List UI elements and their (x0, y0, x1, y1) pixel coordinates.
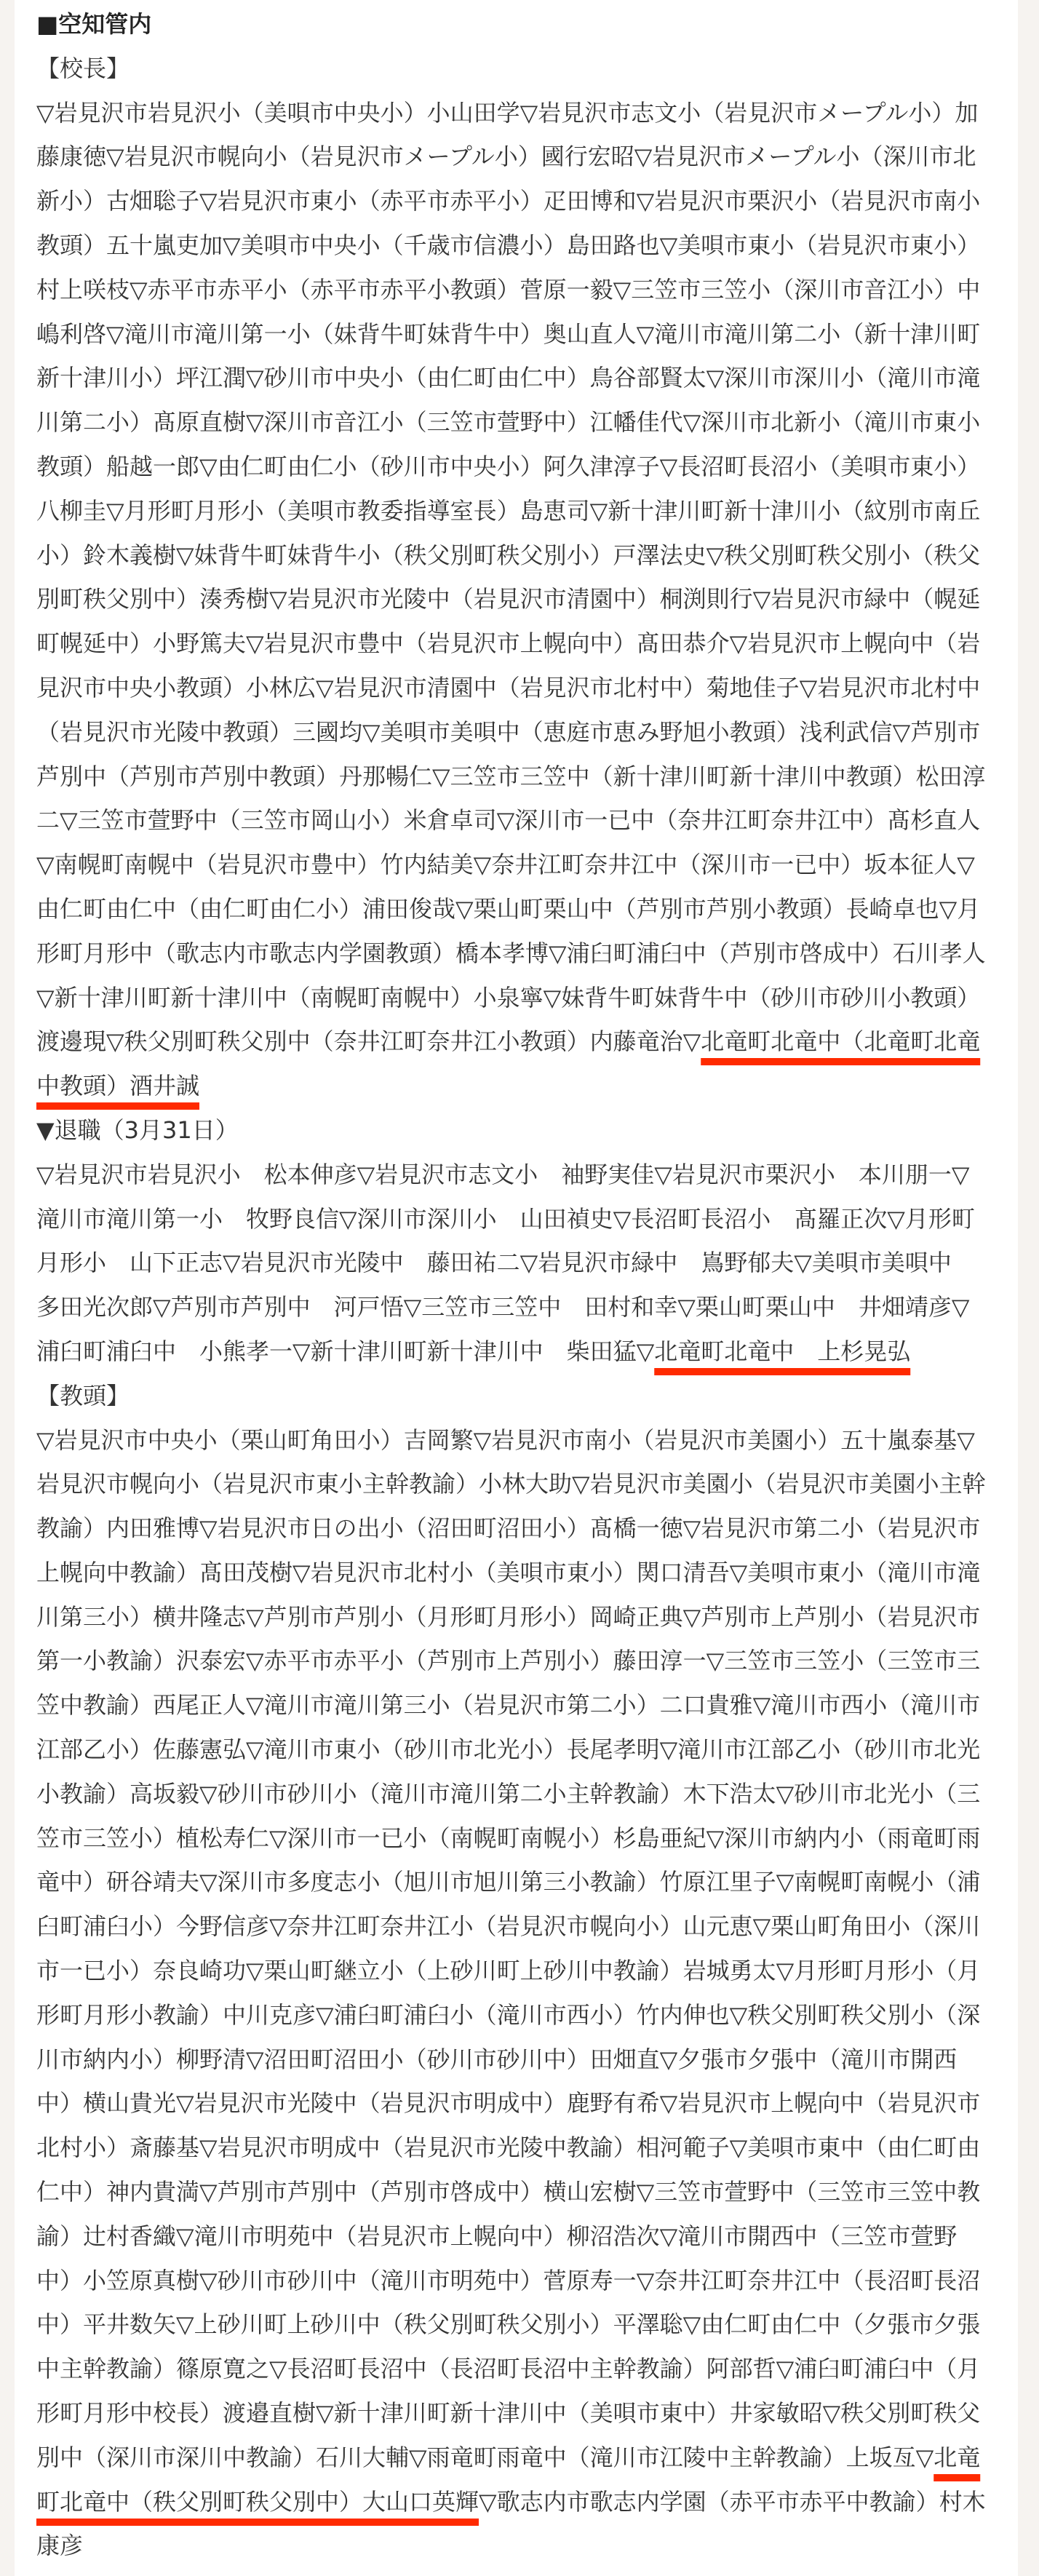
text-line: 諭）辻村香織▽滝川市明苑中（岩見沢市上幌向中）柳沼浩次▽滝川市開西中（三笠市萱野 (36, 2222, 958, 2250)
text-line: 竜中）研谷靖夫▽深川市多度志小（旭川市旭川第三小教諭）竹原江里子▽南幌町南幌小（浦 (36, 1868, 981, 1896)
text-line: ▽新十津川町新十津川中（南幌町南幌中）小泉寧▽妹背牛町妹背牛中（砂川市砂川小教頭） (36, 983, 981, 1011)
text-line: 中）平井数矢▽上砂川町上砂川中（秩父別町秩父別小）平澤聡▽由仁町由仁中（夕張市夕張 (36, 2310, 981, 2339)
text-line: 臼町浦臼小）今野信彦▽奈井江町奈井江小（岩見沢市幌向小）山元恵▽栗山町角田小（深川 (36, 1912, 981, 1941)
text-line: 仁中）神内貴満▽芦別市芦別中（芦別市啓成中）横山宏樹▽三笠市萱野中（三笠市三笠中教 (36, 2178, 981, 2206)
text-line: 多田光次郎▽芦別市芦別中 河戸悟▽三笠市三笠中 田村和幸▽栗山町栗山中 井畑靖彦▽ (36, 1293, 970, 1321)
highlighted-text: 中教頭）酒井誠 (36, 1072, 200, 1100)
highlighted-text: 北竜町北竜中 上杉晃弘 (654, 1337, 911, 1365)
text-line: 岩見沢市幌向小（岩見沢市東小主幹教諭）小林大助▽岩見沢市美園小（岩見沢市美園小主幹 (36, 1470, 986, 1498)
text-line: 教頭）船越一郎▽由仁町由仁小（砂川市中央小）阿久津淳子▽長沼町長沼小（美唄市東小） (36, 452, 981, 480)
text-line: 笠中教諭）西尾正人▽滝川市滝川第三小（岩見沢市第二小）二口貴雅▽滝川市西小（滝川市 (36, 1691, 981, 1720)
text-line (36, 1329, 991, 1374)
text-line: 教頭）五十嵐吏加▽美唄市中央小（千歳市信濃小）島田路也▽美唄市東小（岩見沢市東小） (36, 231, 981, 259)
text-line: 康彦 (36, 2532, 84, 2560)
text-line (36, 2480, 991, 2524)
section-retirements (36, 1108, 991, 1374)
text-line: 見沢市中央小教頭）小林広▽岩見沢市清園中（岩見沢市北村中）菊地佳子▽岩見沢市北村中 (36, 673, 981, 701)
highlighted-text: 北竜 (933, 2443, 981, 2471)
text-line: 八柳圭▽月形町月形小（美唄市教委指導室長）島恵司▽新十津川町新十津川小（紋別市南丘 (36, 496, 981, 525)
text-segment: 渡邊現▽秩父別町秩父別中（奈井江町奈井江小教頭）内藤竜治▽ (36, 1027, 701, 1056)
text-line (36, 2436, 991, 2480)
text-line: 川市納内小）柳野清▽沼田町沼田小（砂川市砂川中）田畑直▽夕張市夕張中（滝川市開西 (36, 2045, 958, 2073)
text-line: 川第三小）横井隆志▽芦別市芦別小（月形町月形小）岡崎正典▽芦別市上芦別小（岩見沢市 (36, 1602, 981, 1631)
text-line: 中）小笠原真樹▽砂川市砂川中（滝川市明苑中）菅原寿一▽奈井江町奈井江中（長沼町長沼 (36, 2266, 981, 2294)
text-line: ▽南幌町南幌中（岩見沢市豊中）竹内結美▽奈井江町奈井江中（深川市一已中）坂本征人▽ (36, 851, 975, 879)
text-line: 村上咲枝▽赤平市赤平小（赤平市赤平小教頭）菅原一毅▽三笠市三笠小（深川市音江小）中 (36, 275, 981, 303)
text-line (36, 1064, 991, 1108)
text-line: 滝川市滝川第一小 牧野良信▽深川市深川小 山田禎史▽長沼町長沼小 髙羅正次▽月形町 (36, 1204, 975, 1233)
text-line: ▽岩見沢市岩見沢小（美唄市中央小）小山田学▽岩見沢市志文小（岩見沢市メープル小）加 (36, 98, 979, 127)
text-line: 新小）古畑聡子▽岩見沢市東小（赤平市赤平小）疋田博和▽岩見沢市栗沢小（岩見沢市南小 (36, 187, 981, 215)
text-line: 芦別中（芦別市芦別中教頭）丹那暢仁▽三笠市三笠中（新十津川町新十津川中教頭）松田淳 (36, 762, 986, 790)
text-segment: ▽歌志内市歌志内学園（赤平市赤平中教諭）村木 (479, 2487, 986, 2516)
text-line: 中主幹教諭）篠原寛之▽長沼町長沼中（長沼町長沼中主幹教諭）阿部哲▽浦臼町浦臼中（月 (36, 2355, 981, 2383)
text-line: 上幌向中教諭）髙田茂樹▽岩見沢市北村小（美唄市東小）関口清吾▽美唄市東小（滝川市滝 (36, 1558, 981, 1586)
section-heading: ▼退職（3月31日） (36, 1116, 239, 1144)
text-line (36, 1019, 991, 1064)
text-line: 小）鈴木義樹▽妹背牛町妹背牛小（秩父別町秩父別小）戸澤法史▽秩父別町秩父別小（秩父 (36, 541, 981, 569)
text-line: 中）横山貴光▽岩見沢市光陵中（岩見沢市明成中）鹿野有希▽岩見沢市上幌向中（岩見沢市 (36, 2089, 981, 2118)
text-line: 月形小 山下正志▽岩見沢市光陵中 藤田祐二▽岩見沢市緑中 嶌野郁夫▽美唄市美唄中 (36, 1249, 952, 1277)
section-principals (36, 47, 991, 1108)
text-line: ▽岩見沢市中央小（栗山町角田小）吉岡繁▽岩見沢市南小（岩見沢市美園小）五十嵐泰基▽ (36, 1426, 975, 1454)
text-line: 町幌延中）小野篤夫▽岩見沢市豊中（岩見沢市上幌向中）髙田恭介▽岩見沢市上幌向中（岩 (36, 629, 981, 658)
section-vice-principals (36, 1374, 991, 2569)
text-line: 北村小）斎藤基▽岩見沢市明成中（岩見沢市光陵中教諭）相河範子▽美唄市東中（由仁町由 (36, 2134, 981, 2162)
text-line: 由仁町由仁中（由仁町由仁小）浦田俊哉▽栗山町栗山中（芦別市芦別小教頭）長崎卓也▽月 (36, 894, 981, 923)
text-segment: 別中（深川市深川中教諭）石川大輔▽雨竜町雨竜中（滝川市江陵中主幹教諭）上坂亙▽ (36, 2443, 934, 2471)
text-line: 別町秩父別中）湊秀樹▽岩見沢市光陵中（岩見沢市清園中）桐渕則行▽岩見沢市緑中（幌延 (36, 585, 981, 613)
text-line: 教諭）内田雅博▽岩見沢市日の出小（沼田町沼田小）髙橋一徳▽岩見沢市第二小（岩見沢市 (36, 1514, 981, 1543)
article-card (15, 0, 1018, 2576)
text-line: 江部乙小）佐藤憲弘▽滝川市東小（砂川市北光小）長尾孝明▽滝川市江部乙小（砂川市北光 (36, 1736, 981, 1764)
text-line: 藤康徳▽岩見沢市幌向小（岩見沢市メープル小）國行宏昭▽岩見沢市メープル小（深川市北 (36, 143, 976, 171)
highlighted-text: 町北竜中（秩父別町秩父別中）大山口英輝 (36, 2487, 479, 2516)
text-segment: 浦臼町浦臼中 小熊孝一▽新十津川町新十津川中 柴田猛▽ (36, 1337, 655, 1365)
text-line: 第一小教諭）沢泰宏▽赤平市赤平小（芦別市上芦別小）藤田淳一▽三笠市三笠小（三笠市三 (36, 1647, 981, 1675)
text-line: （岩見沢市光陵中教頭）三國均▽美唄市美唄中（恵庭市恵み野旭小教頭）浅利武信▽芦別市 (36, 717, 981, 746)
text-line: 新十津川小）坪江潤▽砂川市中央小（由仁町由仁中）鳥谷部賢太▽深川市深川小（滝川市滝 (36, 364, 981, 392)
text-line: 小教諭）高坂毅▽砂川市砂川小（滝川市滝川第二小主幹教諭）木下浩太▽砂川市北光小（三 (36, 1779, 981, 1808)
text-line: ▽岩見沢市岩見沢小 松本伸彦▽岩見沢市志文小 袖野実佳▽岩見沢市栗沢小 本川朋一▽ (36, 1160, 970, 1188)
text-line: 笠市三笠小）植松寿仁▽深川市一已小（南幌町南幌小）杉島亜紀▽深川市納内小（雨竜町雨 (36, 1824, 981, 1852)
text-line: 嶋利啓▽滝川市滝川第一小（妹背牛町妹背牛中）奥山直人▽滝川市滝川第二小（新十津川町 (36, 319, 981, 348)
text-line: 川第二小）髙原直樹▽深川市音江小（三笠市萱野中）江幡佳代▽深川市北新小（滝川市東小 (36, 408, 981, 437)
text-line: 形町月形中校長）渡邉直樹▽新十津川町新十津川中（美唄市東中）井家敏昭▽秩父別町秩父 (36, 2399, 981, 2428)
text-line: 二▽三笠市萱野中（三笠市岡山小）米倉卓司▽深川市一已中（奈井江町奈井江中）髙杉直人 (36, 806, 981, 835)
text-line: 形町月形中（歌志内市歌志内学園教頭）橋本孝博▽浦臼町浦臼中（芦別市啓成中）石川孝人 (36, 939, 986, 967)
region-title: ■空知管内 (36, 10, 152, 38)
section-heading: 【校長】 (36, 54, 130, 82)
text-line: 形町月形小教諭）中川克彦▽浦臼町浦臼小（滝川市西小）竹内伸也▽秩父別町秩父別小（深 (36, 2000, 981, 2029)
section-heading: 【教頭】 (36, 1381, 130, 1410)
text-line: 市一已小）奈良崎功▽栗山町継立小（上砂川町上砂川中教諭）岩城勇太▽月形町月形小（月 (36, 1957, 981, 1985)
highlighted-text: 北竜町北竜中（北竜町北竜 (701, 1027, 981, 1056)
